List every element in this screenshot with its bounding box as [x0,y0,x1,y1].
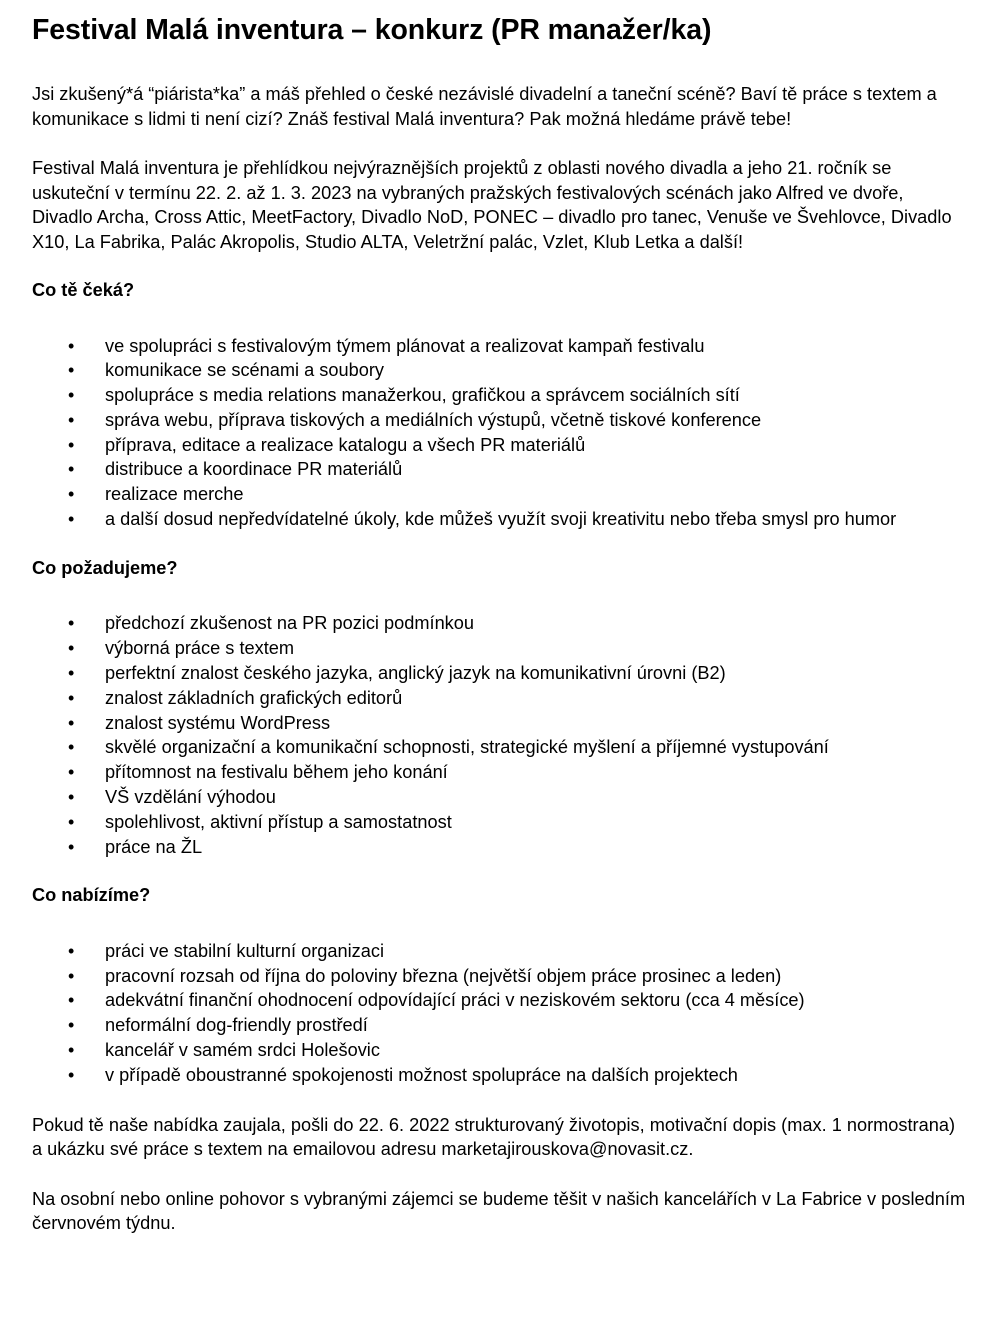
bullet-icon: • [68,1015,75,1036]
list-item: • výborná práce s textem [32,636,967,661]
bullet-icon: • [68,335,75,356]
list-item: • adekvátní finanční ohodnocení odpovídající práci v neziskovém sektoru (cca 4 měsíce) [32,988,967,1013]
bullet-icon: • [68,990,75,1011]
list-item: • skvělé organizační a komunikační schopnosti, strategické myšlení a příjemné vystupování [32,735,967,760]
list-offer [32,939,967,1088]
section-heading-requirements: Co požadujeme? [32,557,178,578]
list-item: • perfektní znalost českého jazyka, anglický jazyk na komunikativní úrovni (B2) [32,661,967,686]
list-item: • práci ve stabilní kulturní organizaci [32,939,967,964]
list-item: • spolupráce s media relations manažerkou, grafičkou a správcem sociálních sítí [32,383,967,408]
bullet-icon: • [68,385,75,406]
list-item: • realizace merche [32,482,967,507]
list-item: • správa webu, příprava tiskových a mediálních výstupů, včetně tiskové konference [32,408,967,433]
list-item: • v případě oboustranné spokojenosti možnost spolupráce na dalších projektech [32,1063,967,1088]
list-item: • a další dosud nepředvídatelné úkoly, kde můžeš využít svoji kreativitu nebo třeba smysl pro humor [32,507,967,532]
list-item: • pracovní rozsah od října do poloviny března (největší objem práce prosinec a leden) [32,964,967,989]
document [32,0,967,1236]
page-title: Festival Malá inventura – konkurz (PR manažer/ka) [32,14,712,46]
list-item: • spolehlivost, aktivní přístup a samostatnost [32,810,967,835]
bullet-icon: • [68,409,75,430]
list-item: • práce na ŽL [32,835,967,860]
section-heading-offer: Co nabízíme? [32,885,151,906]
bullet-icon: • [68,360,75,381]
list-item: • znalost systému WordPress [32,711,967,736]
bullet-icon: • [68,965,75,986]
bullet-icon: • [68,940,75,961]
bullet-icon: • [68,1040,75,1061]
bullet-icon: • [68,1064,75,1085]
interview-info-paragraph: Na osobní nebo online pohovor s vybranými zájemci se budeme těšit v našich kancelářích v La Fabrice v posledním červnovém týdnu. [32,1188,966,1234]
bullet-icon: • [68,836,75,857]
bullet-icon: • [68,509,75,530]
list-item: • distribuce a koordinace PR materiálů [32,457,967,482]
bullet-icon: • [68,662,75,683]
bullet-icon: • [68,459,75,480]
bullet-icon: • [68,737,75,758]
bullet-icon: • [68,613,75,634]
bullet-icon: • [68,434,75,455]
bullet-icon: • [68,786,75,807]
intro-paragraph: Jsi zkušený*á “piárista*ka” a máš přehled o české nezávislé divadelní a taneční scéně? Baví tě práce s textem a komunikace s lidmi ti není cizí? Znáš festival Malá inventura? Pak možná hledáme právě tebe! [32,84,937,129]
list-item: • předchozí zkušenost na PR pozici podmínkou [32,611,967,636]
list-item: • příprava, editace a realizace katalogu a všech PR materiálů [32,433,967,458]
bullet-icon: • [68,762,75,783]
bullet-icon: • [68,484,75,505]
bullet-icon: • [68,687,75,708]
list-item: • znalost základních grafických editorů [32,686,967,711]
bullet-icon: • [68,638,75,659]
list-what-awaits [32,334,967,532]
bullet-icon: • [68,712,75,733]
list-item: • neformální dog-friendly prostředí [32,1013,967,1038]
list-requirements [32,611,967,859]
list-item: • ve spolupráci s festivalovým týmem plánovat a realizovat kampaň festivalu [32,334,967,359]
list-item: • přítomnost na festivalu během jeho konání [32,760,967,785]
section-heading-what-awaits: Co tě čeká? [32,280,135,300]
festival-description-paragraph: Festival Malá inventura je přehlídkou nejvýraznějších projektů z oblasti nového divadla a jeho 21. ročník se uskuteční v termínu 22. 2. až 1. 3. 2023 na vybraných pražských festivalových scénách jako Alfred ve dvoře, Divadlo Archa, Cross Attic, MeetFactory, Divadlo NoD, PONEC – divadlo pro tanec, Venuše ve Švehlovce, Divadlo X10, La Fabrika, Palác Akropolis, Studio ALTA, Veletržní palác, Vzlet, Klub Letka a další! [32,158,952,252]
bullet-icon: • [68,811,75,832]
list-item: • komunikace se scénami a soubory [32,358,967,383]
list-item: • kancelář v samém srdci Holešovic [32,1038,967,1063]
list-item: • VŠ vzdělání výhodou [32,785,967,810]
application-instructions-paragraph: Pokud tě naše nabídka zaujala, pošli do 22. 6. 2022 strukturovaný životopis, motivační dopis (max. 1 normostrana) a ukázku své práce s textem na emailovou adresu marketajirouskova@novasit.cz. [32,1114,956,1160]
